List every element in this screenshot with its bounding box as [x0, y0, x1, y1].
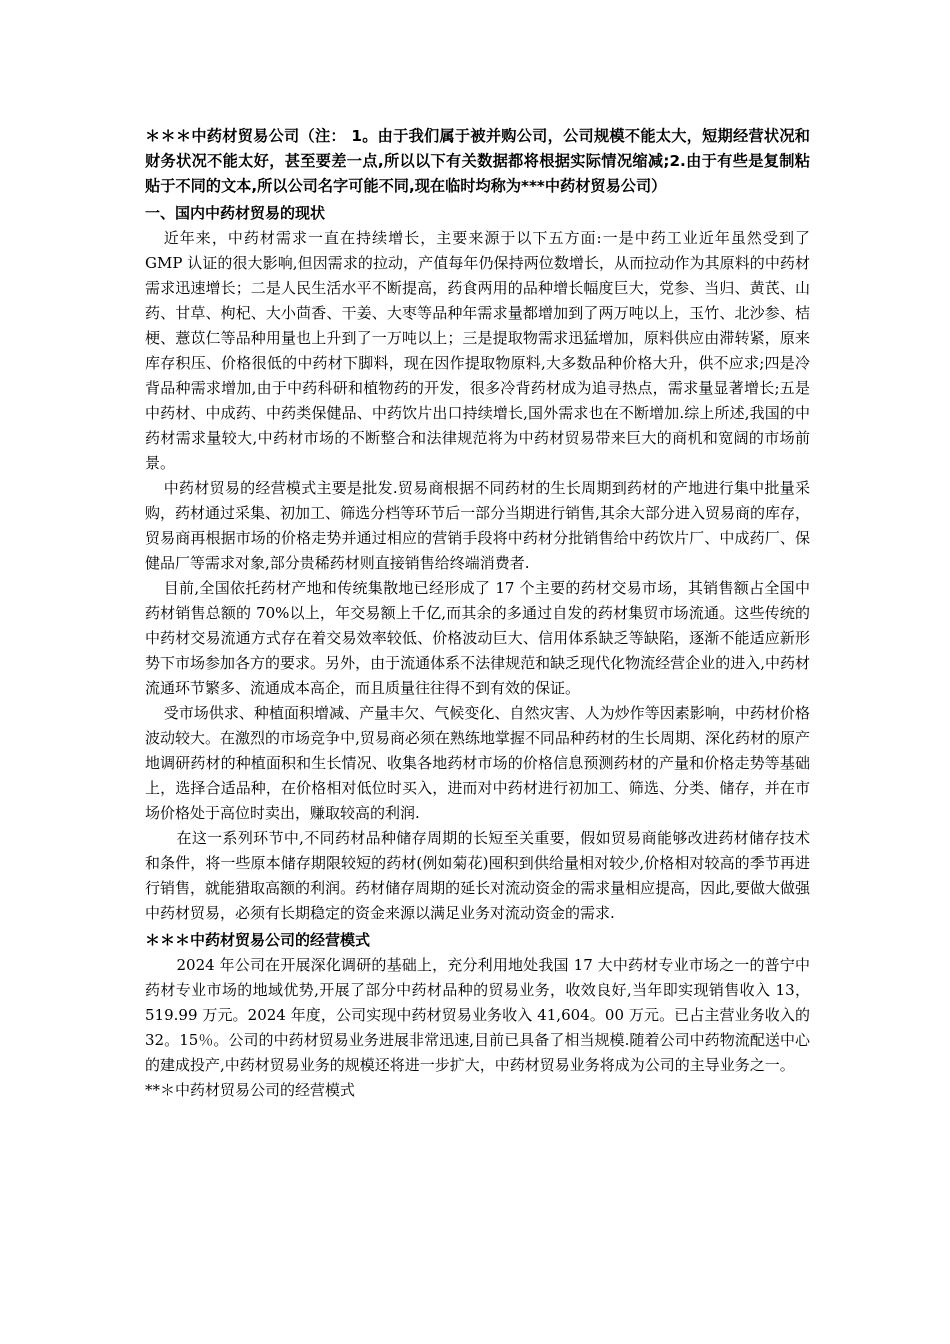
document-note: ＊＊＊中药材贸易公司（注： 1。由于我们属于被并购公司，公司规模不能太大，短期经营状况和财务状况不能太好，甚至要差一点,所以以下有关数据都将根据实际情况缩减;2.由于有些是复制粘贴于不同的文本,所以公司名字可能不同,现在临时均称为***中药材贸易公司）: [145, 127, 810, 195]
paragraph-company-results: 2024 年公司在开展深化调研的基础上，充分利用地处我国 17 大中药材专业市场之一的普宁中药材专业市场的地域优势,开展了部分中药材品种的贸易业务，收效良好,当年即实现销售收入 13，519.99 万元。2024 年度，公司实现中药材贸易业务收入 41,604。00 万元。已占主营业务收入的 32。15％。公司的中药材贸易业务进展非常迅速,目前已具备了相当规模.随着公司中药物流配送中心的建成投产,中药材贸易业务的规模还将进一步扩大，中药材贸易业务将成为公司的主导业务之一。: [145, 956, 810, 1074]
paragraph-demand: 近年来，中药材需求一直在持续增长，主要来源于以下五方面:一是中药工业近年虽然受到了 GMP 认证的很大影响,但因需求的拉动，产值每年仍保持两位数增长，从而拉动作为其原料的中药材需求迅速增长；二是人民生活水平不断提高，药食两用的品种增长幅度巨大，党参、当归、黄芪、山药、甘草、枸杞、大小茴香、干姜、大枣等品种年需求量都增加到了两万吨以上，玉竹、北沙参、桔梗、薏苡仁等品种用量也上升到了一万吨以上；三是提取物需求迅猛增加，原料供应由滞转紧，原来库存积压、价格很低的中药材下脚料，现在因作提取物原料,大多数品种价格大升，供不应求;四是冷背品种需求增加,由于中药科研和植物药的开发，很多冷背药材成为追寻热点，需求量显著增长;五是中药材、中成药、中药类保健品、中药饮片出口持续增长,国外需求也在不断增加.综上所述,我国的中药材需求量较大,中药材市场的不断整合和法律规范将为中药材贸易带来巨大的商机和宽阔的市场前景。: [145, 229, 810, 472]
paragraph-price-fluctuation: 受市场供求、种植面积增减、产量丰欠、气候变化、自然灾害、人为炒作等因素影响，中药材价格波动较大。在激烈的市场竞争中,贸易商必须在熟练地掌握不同品种药材的生长周期、深化药材的原产地调研药材的种植面积和生长情况、收集各地药材市场的价格信息预测药材的产量和价格走势等基础上，选择合适品种，在价格相对低位时买入，进而对中药材进行初加工、筛选、分类、储存，并在市场价格处于高位时卖出，赚取较高的利润.: [145, 704, 810, 822]
section-heading-company-model: ＊＊＊中药材贸易公司的经营模式: [145, 931, 371, 949]
section-heading-domestic-trade: 一、国内中药材贸易的现状: [145, 204, 326, 222]
section-heading-company-model-repeat: **＊中药材贸易公司的经营模式: [145, 1081, 356, 1099]
paragraph-markets: 目前,全国依托药材产地和传统集散地已经形成了 17 个主要的药材交易市场，其销售额占全国中药材销售总额的 70%以上，年交易额上千亿,而其余的多通过自发的药材集贸市场流通。这些传统的中药材交易流通方式存在着交易效率较低、价格波动巨大、信用体系缺乏等缺陷，逐渐不能适应新形势下市场参加各方的要求。另外，由于流通体系不法律规范和缺乏现代化物流经营企业的进入,中药材流通环节繁多、流通成本高企，而且质量往往得不到有效的保证。: [145, 579, 810, 697]
paragraph-business-model: 中药材贸易的经营模式主要是批发.贸易商根据不同药材的生长周期到药材的产地进行集中批量采购，药材通过采集、初加工、筛选分档等环节后一部分当期进行销售,其余大部分进入贸易商的库存，贸易商再根据市场的价格走势并通过相应的营销手段将中药材分批销售给中药饮片厂、中成药厂、保健品厂等需求对象,部分贵稀药材则直接销售给终端消费者.: [145, 479, 810, 572]
document-page: [145, 124, 810, 1103]
paragraph-storage-cycle: 在这一系列环节中,不同药材品种储存周期的长短至关重要，假如贸易商能够改进药材储存技术和条件，将一些原本储存期限较短的药材(例如菊花)囤积到供给量相对较少,价格相对较高的季节再进行销售，就能猎取高额的利润。药材储存周期的延长对流动资金的需求量相应提高，因此,要做大做强中药材贸易，必须有长期稳定的资金来源以满足业务对流动资金的需求.: [145, 829, 810, 922]
